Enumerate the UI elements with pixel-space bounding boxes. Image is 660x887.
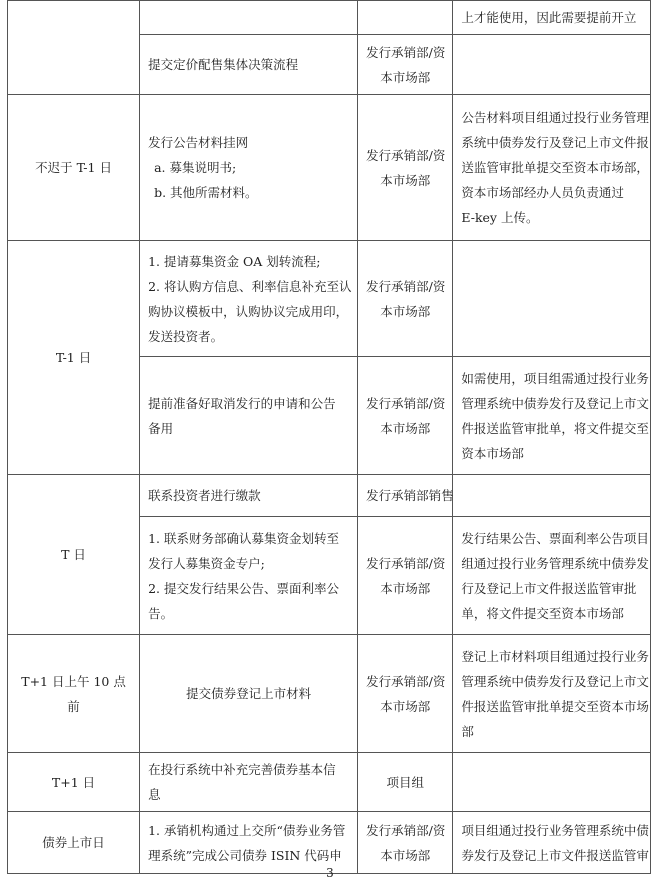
task-line: 告。 bbox=[148, 605, 174, 621]
task-line: a. 募集说明书; bbox=[154, 160, 237, 175]
note-line: 资本市场部 bbox=[461, 445, 524, 461]
dept-cell bbox=[358, 95, 453, 241]
dept-line: 发行承销部/资 bbox=[366, 673, 446, 689]
task-cell bbox=[140, 517, 358, 635]
note-line: 上才能使用，因此需要提前开立 bbox=[461, 10, 637, 25]
task-line: 联系投资者进行缴款 bbox=[148, 488, 261, 503]
note-line: 部 bbox=[461, 723, 474, 739]
task-line: 发行人募集资金专户; bbox=[148, 555, 265, 571]
dept-line: 本市场部 bbox=[380, 580, 431, 596]
stage-cell: T+1 日 bbox=[8, 753, 140, 812]
note-cell bbox=[453, 357, 651, 475]
dept-cell bbox=[358, 517, 453, 635]
note-cell bbox=[453, 241, 651, 357]
note-cell bbox=[453, 753, 651, 812]
dept-cell bbox=[358, 241, 453, 357]
note-line: 组通过投行业务管理系统中债券发 bbox=[461, 555, 649, 571]
task-line: 理系统”完成公司债券 ISIN 代码申 bbox=[148, 847, 342, 863]
dept-line: 本市场部 bbox=[380, 847, 431, 863]
note-cell bbox=[453, 517, 651, 635]
dept-line: 本市场部 bbox=[380, 303, 431, 319]
note-line: 系统中债券发行及登记上市文件报 bbox=[461, 135, 649, 150]
table-row bbox=[8, 812, 651, 874]
task-line: 息 bbox=[148, 787, 161, 802]
task-line: 2. 提交发行结果公告、票面利率公 bbox=[148, 580, 339, 596]
note-line: 券发行及登记上市文件报送监管审 bbox=[461, 847, 649, 863]
task-line: 1. 承销机构通过上交所“债券业务管 bbox=[148, 822, 346, 838]
note-line: E-key 上传。 bbox=[461, 210, 539, 225]
table-row bbox=[8, 635, 651, 753]
dept-line: 本市场部 bbox=[380, 698, 431, 714]
note-line: 登记上市材料项目组通过投行业务 bbox=[461, 648, 649, 664]
task-line: 提交债券登记上市材料 bbox=[186, 686, 312, 701]
dept-cell bbox=[358, 357, 453, 475]
dept-line: 本市场部 bbox=[380, 420, 431, 436]
task-line: b. 其他所需材料。 bbox=[154, 185, 258, 200]
task-line: 1. 提请募集资金 OA 划转流程; bbox=[148, 253, 321, 269]
dept-line: 发行承销部/资 bbox=[366, 278, 446, 294]
stage-cell bbox=[8, 1, 140, 95]
dept-cell bbox=[358, 812, 453, 874]
task-cell bbox=[140, 357, 358, 475]
task-cell bbox=[140, 1, 358, 35]
issuance-schedule-table bbox=[7, 0, 651, 874]
note-cell bbox=[453, 812, 651, 874]
dept-line: 发行承销部销售 bbox=[366, 488, 454, 503]
dept-cell bbox=[358, 753, 453, 812]
note-line: 件报送监管审批单，将文件提交至 bbox=[461, 420, 649, 436]
table-row bbox=[8, 1, 651, 35]
table-row bbox=[8, 475, 651, 517]
dept-line: 本市场部 bbox=[380, 172, 431, 188]
note-line: 单，将文件提交至资本市场部 bbox=[461, 605, 624, 621]
note-line: 行及登记上市文件报送监管审批 bbox=[461, 580, 637, 596]
note-line: 公告材料项目组通过投行业务管理 bbox=[461, 110, 649, 125]
note-line: 资本市场部经办人员负责通过 bbox=[461, 185, 624, 200]
dept-cell bbox=[358, 35, 453, 95]
note-cell bbox=[453, 475, 651, 517]
stage-cell: T 日 bbox=[8, 475, 140, 635]
dept-line: 发行承销部/资 bbox=[366, 395, 446, 411]
dept-line: 本市场部 bbox=[380, 69, 431, 85]
table-row bbox=[8, 753, 651, 812]
task-cell bbox=[140, 35, 358, 95]
dept-line: 发行承销部/资 bbox=[366, 555, 446, 571]
task-line: 提交定价配售集体决策流程 bbox=[148, 57, 299, 72]
task-line: 提前准备好取消发行的申请和公告 bbox=[148, 395, 336, 411]
note-line: 发行结果公告、票面利率公告项目 bbox=[461, 530, 649, 546]
note-line: 管理系统中债券发行及登记上市文 bbox=[461, 673, 649, 689]
dept-line: 项目组 bbox=[386, 774, 425, 790]
stage-cell: T+1 日上午 10 点前 bbox=[8, 635, 140, 753]
task-line: 发送投资者。 bbox=[148, 328, 224, 344]
task-cell bbox=[140, 635, 358, 753]
dept-line: 发行承销部/资 bbox=[366, 147, 446, 163]
table-row bbox=[8, 241, 651, 357]
dept-line: 发行承销部/资 bbox=[366, 44, 446, 60]
task-cell bbox=[140, 95, 358, 241]
task-line: 在投行系统中补充完善债券基本信 bbox=[148, 762, 336, 777]
page-number: 3 bbox=[326, 866, 334, 880]
task-line: 2. 将认购方信息、利率信息补充至认 bbox=[148, 278, 352, 294]
stage-cell: T-1 日 bbox=[8, 241, 140, 475]
task-cell bbox=[140, 812, 358, 874]
dept-cell bbox=[358, 635, 453, 753]
dept-cell bbox=[358, 475, 453, 517]
task-cell bbox=[140, 753, 358, 812]
note-cell bbox=[453, 635, 651, 753]
task-line: 1. 联系财务部确认募集资金划转至 bbox=[148, 530, 339, 546]
note-line: 项目组通过投行业务管理系统中债 bbox=[461, 822, 649, 838]
dept-line: 发行承销部/资 bbox=[366, 822, 446, 838]
note-line: 管理系统中债券发行及登记上市文 bbox=[461, 395, 649, 411]
note-cell bbox=[453, 1, 651, 35]
dept-cell bbox=[358, 1, 453, 35]
note-cell bbox=[453, 35, 651, 95]
table-row bbox=[8, 95, 651, 241]
stage-cell: 不迟于 T-1 日 bbox=[8, 95, 140, 241]
stage-cell: 债券上市日 bbox=[8, 812, 140, 874]
task-line: 购协议模板中，认购协议完成用印， bbox=[148, 303, 349, 319]
task-line: 备用 bbox=[148, 420, 174, 436]
note-line: 送监管审批单提交至资本市场部， bbox=[461, 160, 649, 175]
task-cell bbox=[140, 241, 358, 357]
note-line: 件报送监管审批单提交至资本市场 bbox=[461, 698, 649, 714]
task-cell bbox=[140, 475, 358, 517]
task-line: 发行公告材料挂网 bbox=[148, 135, 249, 150]
note-line: 如需使用，项目组需通过投行业务 bbox=[461, 370, 649, 386]
note-cell bbox=[453, 95, 651, 241]
